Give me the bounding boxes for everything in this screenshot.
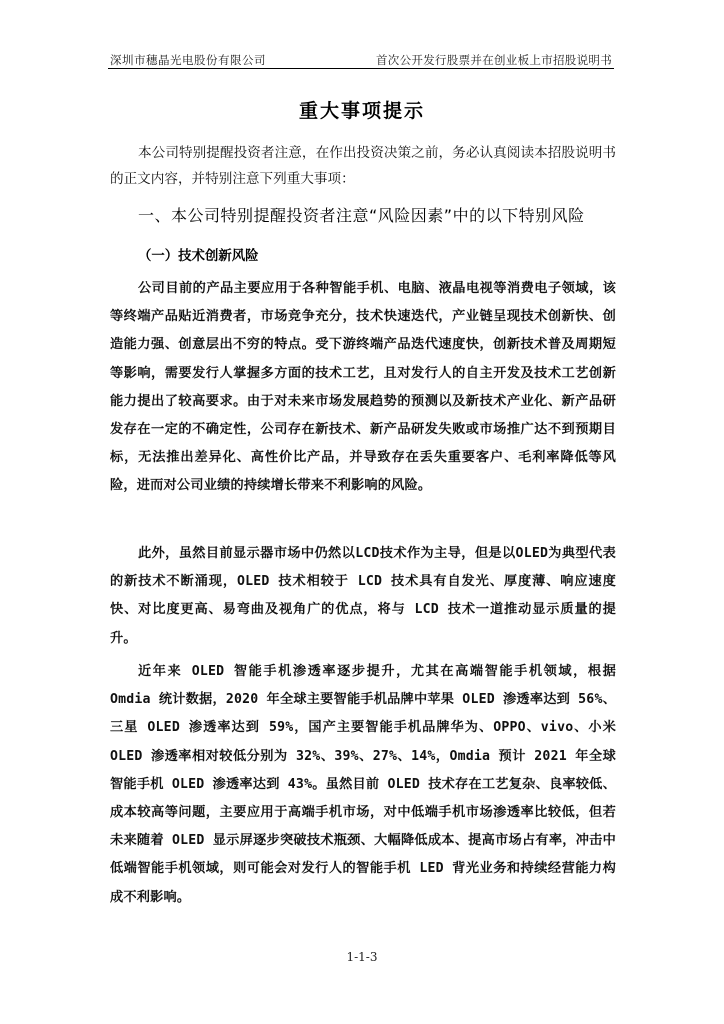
page-header — [108, 50, 614, 69]
subsection-heading: （一）技术创新风险 — [138, 249, 259, 264]
intro-paragraph: 本公司特别提醒投资者注意，在作出投资决策之前，务必认真阅读本招股说明书的正文内容，并特别注意下列重大事项： — [110, 145, 616, 187]
header-document-title: 首次公开发行股票并在创业板上市招股说明书 — [376, 53, 612, 67]
header-company-name: 深圳市穗晶光电股份有限公司 — [110, 53, 266, 67]
section-heading: 一、本公司特别提醒投资者注意“风险因素”中的以下特别风险 — [138, 206, 585, 225]
body-paragraph-3: 近年来 OLED 智能手机渗透率逐步提升，尤其在高端智能手机领域，根据 Omdia 统计数据，2020 年全球主要智能手机品牌中苹果 OLED 渗透率达到 56%、三星 OLED 渗透率达到 59%，国产主要智能手机品牌华为、OPPO、vivo、小米 OLED 渗透率相对较低分别为 32%、39%、27%、14%，Omdia 预计 2021 年全球智能手机 OLED 渗透率达到 43%。虽然目前 OLED 技术存在工艺复杂、良率较低、成本较高等问题，主要应用于高端手机市场，对中低端手机市场渗透率比较低，但若未来随着 OLED 显示屏逐步突破技术瓶颈、大幅降低成本、提高市场占有率，冲击中低端智能手机领域，则可能会对发行人的智能手机 LED 背光业务和持续经营能力构成不利影响。 — [110, 664, 616, 905]
page-number: 1-1-3 — [346, 950, 378, 964]
body-paragraph-2: 此外，虽然目前显示器市场中仍然以LCD技术作为主导，但是以OLED为典型代表的新技术不断涌现，OLED 技术相较于 LCD 技术具有自发光、厚度薄、响应速度快、对比度更高、易弯曲及视角广的优点，将与 LCD 技术一道推动显示质量的提升。 — [110, 546, 616, 646]
page-title: 重大事项提示 — [298, 100, 425, 122]
body-paragraph-1: 公司目前的产品主要应用于各种智能手机、电脑、液晶电视等消费电子领域，该等终端产品贴近消费者，市场竞争充分，技术快速迭代，产业链呈现技术创新快、创造能力强、创意层出不穷的特点。受下游终端产品迭代速度快，创新技术普及周期短等影响，需要发行人掌握多方面的技术工艺，且对发行人的自主开发及技术工艺创新能力提出了较高要求。由于对未来市场发展趋势的预测以及新技术产业化、新产品研发存在一定的不确定性，公司存在新技术、新产品研发失败或市场推广达不到预期目标，无法推出差异化、高性价比产品，并导致存在丢失重要客户、毛利率降低等风险，进而对公司业绩的持续增长带来不利影响的风险。 — [110, 281, 616, 494]
